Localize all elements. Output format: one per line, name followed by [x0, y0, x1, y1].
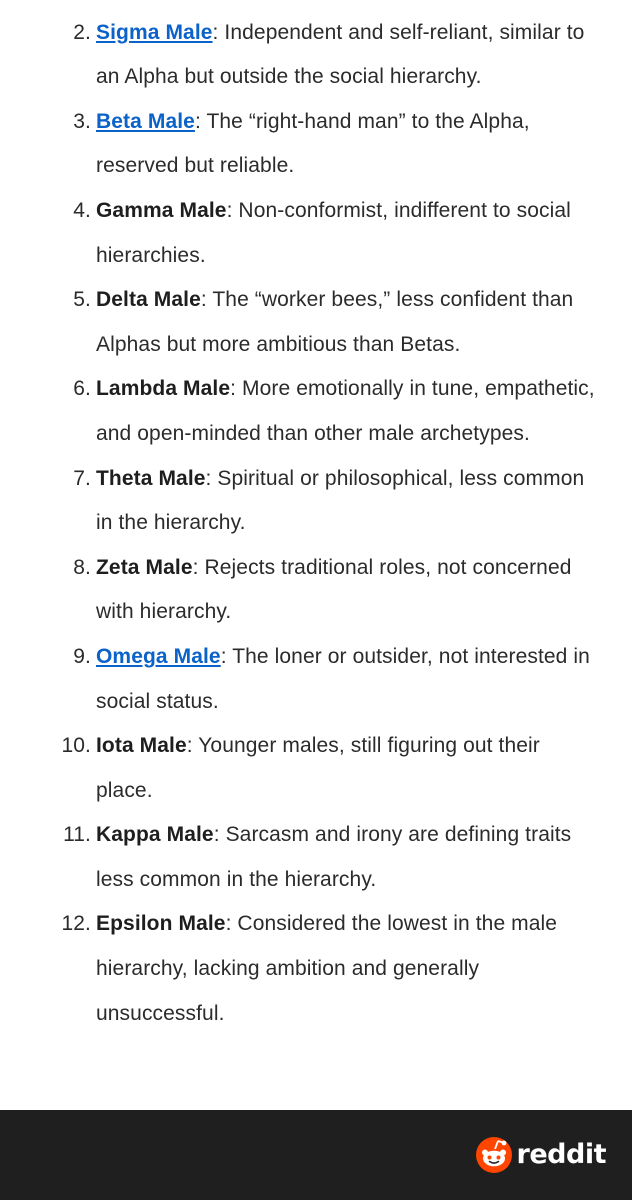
- item-number: 6.: [73, 377, 91, 401]
- reddit-snoo-icon: [475, 1136, 513, 1174]
- list-item: [0, 813, 632, 902]
- watermark-bar: [0, 1110, 632, 1200]
- item-term: Theta Male: [96, 466, 206, 490]
- item-number: [0, 0, 91, 11]
- item-number: 10.: [61, 734, 91, 758]
- item-term: Epsilon Male: [96, 912, 226, 936]
- brand-name: reddit: [516, 1139, 606, 1170]
- item-description: : Non-conformist, indifferent to social hierarchies.: [96, 198, 571, 267]
- item-number: 9.: [73, 644, 91, 668]
- list-item: [0, 724, 632, 813]
- item-term: Lambda Male: [96, 377, 231, 401]
- item-number: 3.: [73, 109, 91, 133]
- item-term: Gamma Male: [96, 198, 227, 222]
- item-description: : The “worker bees,” less confident than Alphas but more ambitious than Betas.: [96, 288, 574, 356]
- omega-male-link[interactable]: Omega Male: [96, 644, 221, 668]
- item-description: : The “right-hand man” to the Alpha, reserved but reliable.: [96, 109, 530, 178]
- list-item: [0, 902, 632, 1036]
- item-term: Delta Male: [96, 288, 201, 312]
- reddit-watermark: [475, 1136, 606, 1174]
- item-description: : The loner or outsider, not interested in social status.: [96, 644, 590, 713]
- item-number: 8.: [73, 555, 91, 579]
- item-number: 5.: [73, 288, 91, 312]
- list-item: [0, 0, 632, 11]
- beta-male-link[interactable]: Beta Male: [96, 109, 195, 133]
- item-term: Iota Male: [96, 734, 187, 758]
- list-item: [0, 189, 632, 278]
- item-description: : More emotionally in tune, empathetic, and open-minded than other male archetypes.: [96, 377, 595, 445]
- item-description: : Considered the lowest in the male hierarchy, lacking ambition and generally unsuccessful.: [96, 912, 558, 1025]
- item-description: : Spiritual or philosophical, less common in the hierarchy.: [96, 466, 585, 535]
- item-number: 12.: [61, 912, 91, 936]
- item-number: 4.: [73, 198, 91, 222]
- list-item: [0, 278, 632, 367]
- item-term: Kappa Male: [96, 823, 214, 847]
- list-item: [0, 457, 632, 546]
- item-description: : Independent and self-reliant, similar to an Alpha but outside the social hierarchy.: [96, 20, 585, 89]
- item-number: 7.: [73, 466, 91, 490]
- list-item: [0, 546, 632, 635]
- list-item: [0, 100, 632, 189]
- item-description: : Rejects traditional roles, not concerned with hierarchy.: [96, 555, 572, 624]
- list-item: [0, 11, 632, 100]
- item-description: : Sarcasm and irony are defining traits less common in the hierarchy.: [96, 823, 572, 891]
- item-term: Zeta Male: [96, 555, 193, 579]
- sigma-male-link[interactable]: Sigma Male: [96, 20, 213, 44]
- item-number: 11.: [63, 823, 91, 847]
- item-description: : Younger males, still figuring out their place.: [96, 734, 540, 802]
- item-number: 2.: [73, 20, 91, 44]
- list-item: [0, 367, 632, 456]
- list-item: [0, 635, 632, 724]
